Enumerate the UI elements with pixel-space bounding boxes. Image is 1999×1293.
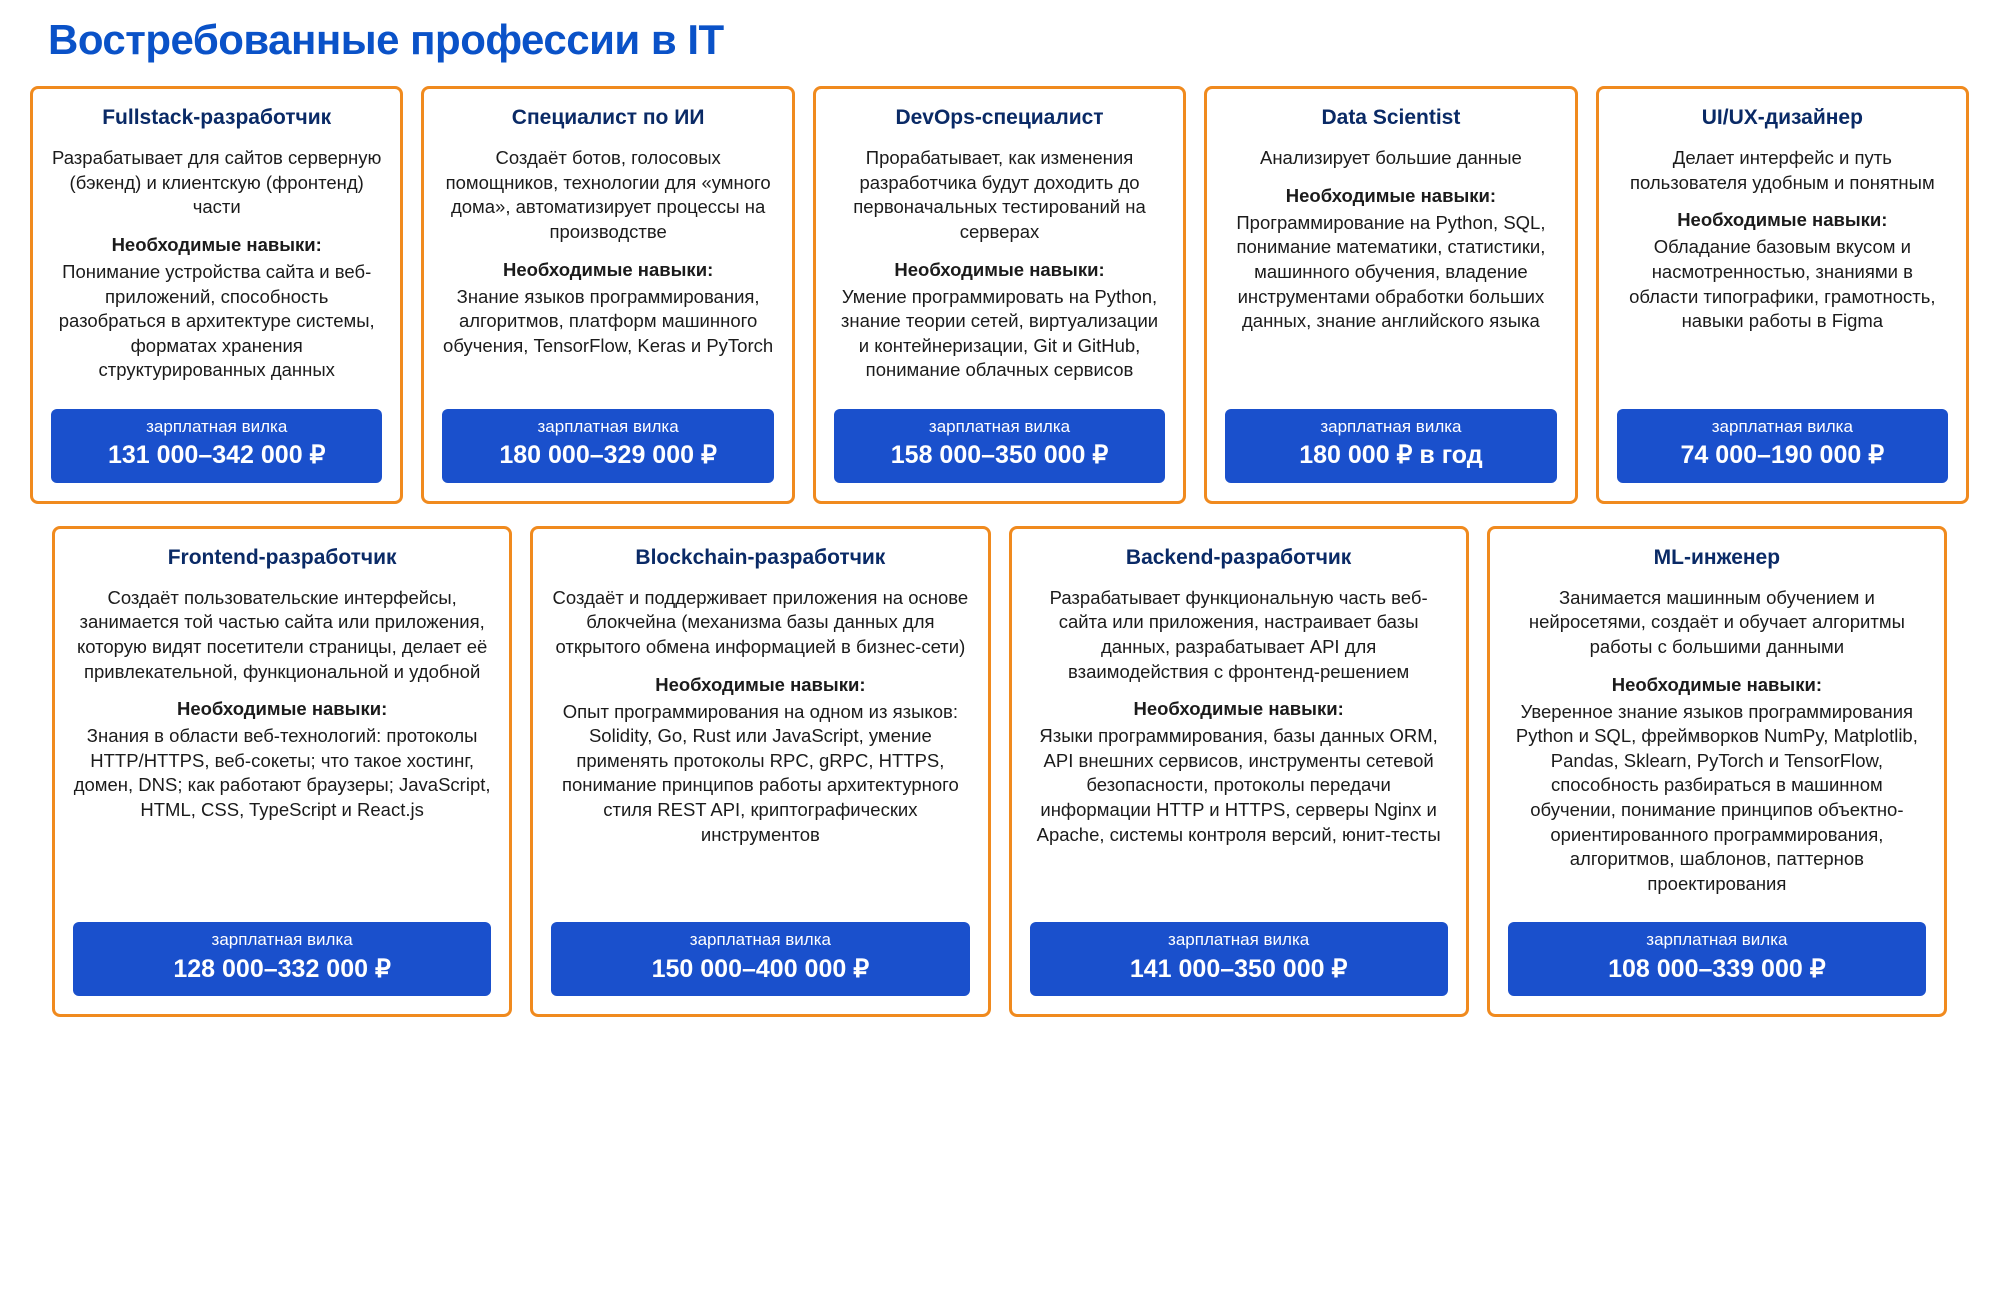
salary-box <box>73 922 491 996</box>
card-description: Занимается машинным обучением и нейросетями, создаёт и обучает алгоритмы работы с большими данными <box>1528 586 1905 657</box>
skills-label: Необходимые навыки: <box>655 673 866 695</box>
skills-text: Программирование на Python, SQL, понимание математики, статистики, машинного обучения, владение инструментами обработки больших данных, знание английского языка <box>1236 211 1546 332</box>
salary-label: зарплатная вилка <box>689 930 831 950</box>
profession-row-1 <box>30 86 1969 504</box>
skills-text: Обладание базовым вкусом и насмотренностью, знаниями в области типографики, грамотность, навыки работы в Figma <box>1629 236 1936 332</box>
salary-value: 128 000–332 000 ₽ <box>173 954 391 983</box>
skills-label: Необходимые навыки: <box>502 258 714 280</box>
salary-value: 150 000–400 000 ₽ <box>651 954 870 983</box>
spacer <box>51 383 382 395</box>
skills-label: Необходимые навыки: <box>111 233 322 255</box>
card-title: Backend-разработчик <box>1125 545 1352 569</box>
salary-value: 131 000–342 000 ₽ <box>107 441 326 470</box>
skills-label: Необходимые навыки: <box>176 698 388 720</box>
skills-text: Уверенное знание языков программирования Python и SQL, фреймворков NumPy, Matplotlib, Pandas, Sklearn, PyTorch и TensorFlow, способность разбираться в машинном обучении, понимание принципов объектно-ориентированного программирования, алгоритмов, шаблонов, паттернов проектирования <box>1515 700 1918 894</box>
profession-card <box>421 86 794 504</box>
card-description: Создаёт и поддерживает приложения на основе блокчейна (механизма базы данных для открытого обмена информацией в бизнес-сети) <box>552 586 969 657</box>
profession-card <box>1204 86 1577 504</box>
profession-card <box>52 526 512 1017</box>
salary-label: зарплатная вилка <box>1646 930 1788 950</box>
profession-row-2 <box>30 526 1969 1017</box>
card-title: Специалист по ИИ <box>511 106 705 129</box>
spacer <box>834 383 1165 395</box>
salary-label: зарплатная вилка <box>211 930 353 950</box>
salary-value: 141 000–350 000 ₽ <box>1129 954 1348 983</box>
skills-text: Знания в области веб-технологий: протоколы HTTP/HTTPS, веб-сокеты; что такое хостинг, домен, DNS; как работают браузеры; JavaScript, HTML, CSS, TypeScript и React.js <box>73 725 491 820</box>
profession-card <box>530 526 990 1017</box>
skills-text: Умение программировать на Python, знание теории сетей, виртуализации и контейнеризации, Git и GitHub, понимание облачных сервисов <box>840 285 1159 381</box>
skills-text: Языки программирования, базы данных ORM, API внешних сервисов, инструменты сетевой безопасности, протоколы передачи информации HTTP и HTTPS, серверы Nginx и Apache, системы контроля версий, юнит-тесты <box>1036 725 1441 845</box>
profession-card <box>1596 86 1969 504</box>
card-description: Прорабатывает, как изменения разработчика будут доходить до первоначальных тестирований на серверах <box>853 147 1146 242</box>
card-title: UI/UX-дизайнер <box>1701 106 1863 129</box>
skills-text: Опыт программирования на одном из языков: Solidity, Go, Rust или JavaScript, умение применять протоколы RPC, gRPC, HTTPS, понимание принципов работы архитектурного стиля REST API, криптографических инструментов <box>561 700 959 845</box>
salary-value: 180 000 ₽ в год <box>1299 441 1483 470</box>
spacer <box>442 358 773 395</box>
spacer <box>1030 847 1448 908</box>
spacer <box>1617 334 1948 395</box>
card-title: ML-инженер <box>1653 545 1781 569</box>
salary-box <box>1225 409 1556 483</box>
card-title: DevOps-специалист <box>895 106 1104 129</box>
skills-label: Необходимые навыки: <box>1611 673 1822 695</box>
skills-label: Необходимые навыки: <box>1677 209 1888 231</box>
skills-label: Необходимые навыки: <box>1133 698 1344 720</box>
skills-label: Необходимые навыки: <box>1285 184 1497 206</box>
skills-label: Необходимые навыки: <box>894 258 1105 280</box>
profession-card <box>1487 526 1947 1017</box>
card-description: Разрабатывает функциональную часть веб-сайта или приложения, настраивает базы данных, разрабатывает API для взаимодействия с фронтенд-решением <box>1049 586 1428 682</box>
profession-card <box>813 86 1186 504</box>
page-title: Востребованные профессии в IT <box>48 16 724 63</box>
salary-label: зарплатная вилка <box>537 416 679 436</box>
card-title: Frontend-разработчик <box>167 545 397 569</box>
card-description: Делает интерфейс и путь пользователя удобным и понятным <box>1629 147 1935 193</box>
salary-box <box>1030 922 1448 996</box>
salary-value: 158 000–350 000 ₽ <box>890 441 1109 470</box>
spacer <box>551 847 969 908</box>
spacer <box>73 823 491 909</box>
salary-value: 74 000–190 000 ₽ <box>1680 441 1885 470</box>
card-description: Создаёт ботов, голосовых помощников, технологии для «умного дома», автоматизирует процессы на производстве <box>445 147 771 242</box>
salary-label: зарплатная вилка <box>146 416 288 436</box>
salary-box <box>834 409 1165 483</box>
salary-label: зарплатная вилка <box>1711 416 1853 436</box>
skills-text: Знание языков программирования, алгоритмов, платформ машинного обучения, TensorFlow, Keras и PyTorch <box>443 285 774 356</box>
salary-label: зарплатная вилка <box>1168 930 1310 950</box>
profession-card <box>30 86 403 504</box>
skills-text: Понимание устройства сайта и веб-приложений, способность разобраться в архитектуре системы, форматах хранения структурированных данных <box>58 260 375 381</box>
salary-value: 108 000–339 000 ₽ <box>1608 954 1826 983</box>
card-title: Data Scientist <box>1321 106 1461 129</box>
salary-box <box>51 409 382 483</box>
card-title: Blockchain-разработчик <box>635 545 886 569</box>
card-description: Анализирует большие данные <box>1260 147 1522 169</box>
spacer <box>1508 896 1926 908</box>
card-description: Разрабатывает для сайтов серверную (бэкенд) и клиентскую (фронтенд) части <box>52 147 382 218</box>
salary-box <box>442 409 773 483</box>
card-description: Создаёт пользовательские интерфейсы, занимается той частью сайта или приложения, которую видят посетители страницы, делает её привлекательной, функциональной и удобной <box>76 586 488 682</box>
card-title: Fullstack-разработчик <box>102 106 332 129</box>
salary-box <box>1617 409 1948 483</box>
salary-box <box>551 922 969 996</box>
salary-label: зарплатная вилка <box>928 416 1071 436</box>
spacer <box>1225 334 1556 395</box>
salary-box <box>1508 922 1926 996</box>
profession-card <box>1009 526 1469 1017</box>
salary-value: 180 000–329 000 ₽ <box>499 441 717 470</box>
salary-label: зарплатная вилка <box>1320 416 1462 436</box>
